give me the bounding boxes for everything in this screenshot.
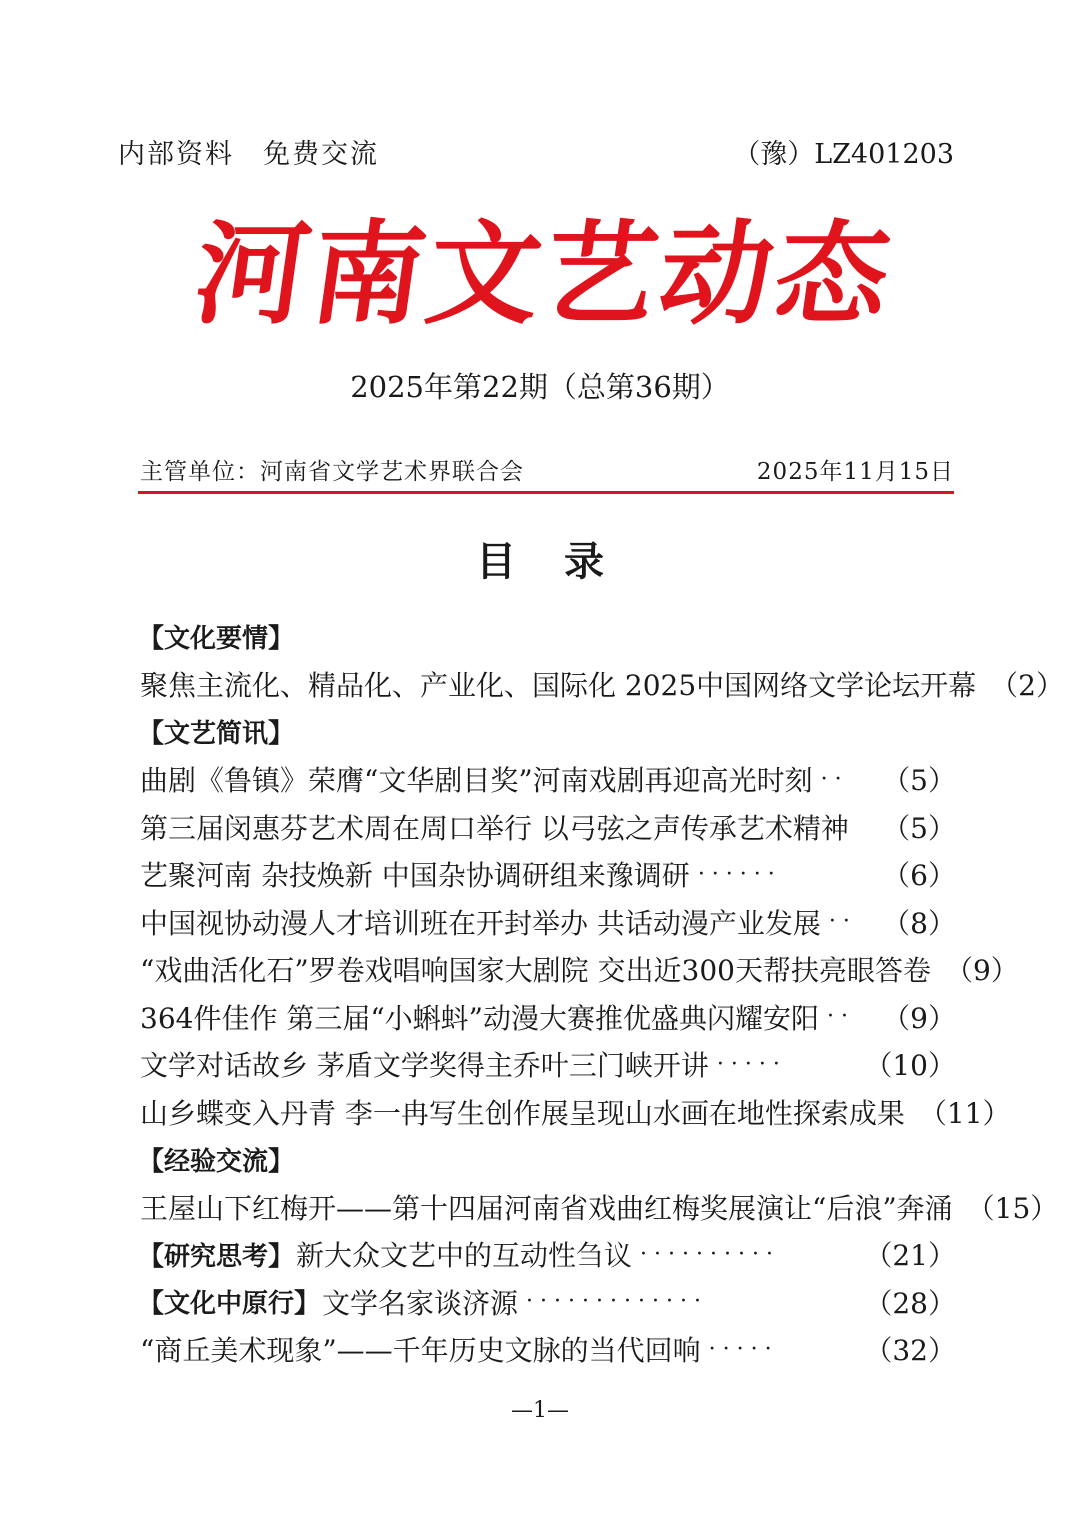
toc-leader-dots: ··: [826, 1004, 855, 1030]
toc-section-heading: [138, 1136, 956, 1184]
toc-page-number: （8）: [882, 906, 956, 940]
toc-page-number: （32）: [864, 1334, 956, 1368]
header-divider: [138, 491, 954, 494]
toc-entry-title: 文学对话故乡 茅盾文学奖得主乔叶三门峡开讲: [140, 1049, 709, 1083]
toc-section-heading: [138, 613, 956, 661]
toc-entry-title: 艺聚河南 杂技焕新 中国杂协调研组来豫调研: [140, 859, 690, 893]
distribution-note: 内部资料 免费交流: [118, 139, 379, 170]
toc-page-number: （9）: [882, 1001, 956, 1035]
toc-title: 目录: [476, 539, 652, 585]
toc-section-label: 【经验交流】: [138, 1146, 295, 1177]
toc-entry-title: 第三届闵惠芬艺术周在周口举行 以弓弦之声传承艺术精神: [140, 811, 849, 845]
toc-entry-title: “戏曲活化石”罗卷戏唱响国家大剧院 交出近300天帮扶亮眼答卷: [140, 954, 931, 988]
registration-code: （豫）LZ401203: [733, 139, 954, 170]
toc-entry[interactable]: [138, 1183, 1059, 1231]
toc-page-number: （21）: [864, 1239, 956, 1273]
toc-entry[interactable]: [138, 756, 956, 804]
toc-page-number: （5）: [882, 811, 956, 845]
toc-entry[interactable]: [138, 1278, 956, 1326]
toc-page-number: （5）: [882, 764, 956, 798]
toc-page-number: （9）: [944, 954, 1019, 988]
toc-leader-dots: ·············: [526, 1289, 708, 1315]
toc-entry-title: 中国视协动漫人才培训班在开封举办 共话动漫产业发展: [140, 906, 821, 940]
toc-page-number: （15）: [966, 1191, 1059, 1225]
toc-entry-title: 山乡蝶变入丹青 李一冉写生创作展呈现山水画在地性探索成果: [140, 1096, 905, 1130]
toc-section-label: 【文化中原行】: [138, 1289, 321, 1320]
toc-entry-title: 新大众文艺中的互动性刍议: [296, 1239, 633, 1273]
toc-entry-title: “商丘美术现象”——千年历史文脉的当代回响: [140, 1334, 701, 1368]
toc-entry[interactable]: [138, 1326, 956, 1374]
toc-leader-dots: ··: [828, 909, 857, 935]
toc-entry[interactable]: [138, 946, 1019, 994]
page-number: —1—: [511, 1398, 569, 1423]
toc-leader-dots: ·····: [708, 1336, 779, 1362]
toc-leader-dots: ······: [697, 861, 782, 887]
toc-entry-title: 364件佳作 第三届“小蝌蚪”动漫大赛推优盛典闪耀安阳: [140, 1001, 819, 1035]
toc-entry[interactable]: [138, 661, 1064, 709]
toc-leader-dots: ··········: [640, 1241, 780, 1267]
toc-entry[interactable]: [138, 803, 956, 851]
toc-entry-title: 曲剧《鲁镇》荣膺“文华剧目奖”河南戏剧再迎高光时刻: [140, 764, 813, 798]
toc-leader-dots: ··: [820, 766, 849, 792]
toc-section-heading: [138, 708, 956, 756]
toc-section-label: 【文艺简讯】: [138, 719, 295, 750]
toc-page-number: （28）: [864, 1286, 956, 1320]
toc-page-number: （11）: [918, 1096, 1011, 1130]
toc-entry[interactable]: [138, 1041, 956, 1089]
toc-page-number: （10）: [864, 1049, 956, 1083]
publication-date: 2025年11月15日: [756, 459, 954, 485]
toc-entry-title: 王屋山下红梅开——第十四届河南省戏曲红梅奖展演让“后浪”奔涌: [140, 1191, 953, 1225]
toc-entry[interactable]: [138, 898, 956, 946]
toc-page-number: （6）: [882, 859, 956, 893]
toc-entry[interactable]: [138, 1231, 956, 1279]
toc-entry[interactable]: [138, 993, 956, 1041]
toc-leader-dots: ·····: [716, 1051, 787, 1077]
toc-entry-title: 聚焦主流化、精品化、产业化、国际化 2025中国网络文学论坛开幕: [140, 669, 977, 703]
toc-section-label: 【研究思考】: [138, 1241, 295, 1272]
toc-entry[interactable]: [138, 1088, 1011, 1136]
toc-section-label: 【文化要情】: [138, 624, 295, 655]
issue-number: 2025年第22期（总第36期）: [350, 370, 730, 404]
table-of-contents: [138, 613, 1064, 1373]
toc-entry-title: 文学名家谈济源: [322, 1286, 519, 1320]
sponsor-unit: 主管单位：河南省文学艺术界联合会: [140, 459, 524, 485]
masthead-logo: [187, 205, 902, 340]
masthead-title: 河南文艺动态: [187, 207, 902, 340]
toc-entry[interactable]: [138, 851, 956, 899]
toc-page-number: （2）: [990, 669, 1064, 703]
